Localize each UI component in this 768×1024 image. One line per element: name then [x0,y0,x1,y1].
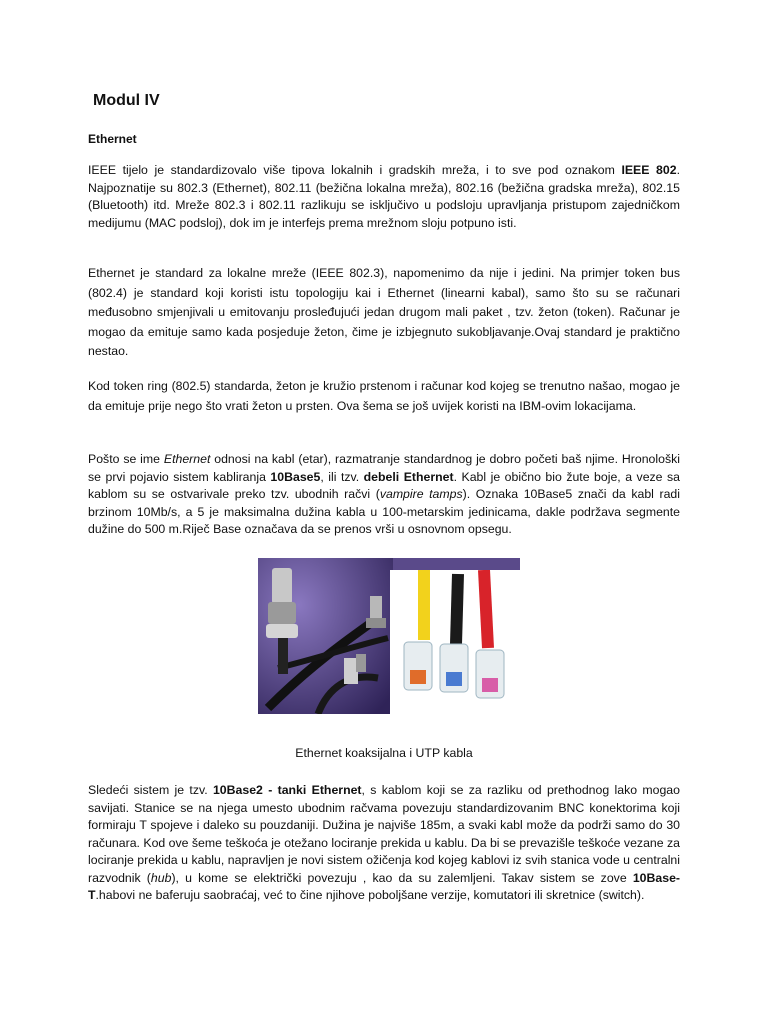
paragraph-token-ring: Kod token ring (802.5) standarda, žeton je kružio prstenom i računar kod kojeg se trenutno našao, mogao je da emituje prije nego što vrati žeton u prsten. Ova šema se još uvijek koristi na IBM-ovim lokacijama. [88,379,680,413]
text: , ili tzv. [320,469,364,484]
bold-text: debeli Ethernet [363,469,454,484]
bold-text: IEEE 802 [621,163,677,177]
utp-cable-image [390,570,520,714]
paragraph-ethernet-standard: Ethernet je standard za lokalne mreže (IEEE 802.3), napomenimo da nije i jedini. Na primjer token bus (802.4) je standard koji koristi istu topologiju kai i Ethernet (linearni kabal), samo što su se računari međusobno smjenjivali u emitovanju prosleđujući jedan drugom mali paket , tzv. žeton (token). Računar je mogao da emituje samo kada posjeduje žeton, čime je izbjegnuto sukobljavanje.Ovaj standard je praktično nestao. [88,266,680,358]
italic-text: vampire tamps [379,487,463,501]
paragraph-10base2 [88,782,680,905]
bold-text: 10Base2 - tanki Ethernet [212,783,362,797]
italic-text: hub [150,870,172,885]
paragraph-ieee [88,162,680,232]
italic-text: Ethernet [163,452,211,466]
text: Sledeći sistem je tzv. [88,783,213,797]
text: odnosi na kabl (etar), razmatranje standardnog je dobro početi baš njime. Hronološki se prvi pojavio sistem kabliranja [88,452,680,484]
paragraph-10base5 [88,451,680,539]
text: IEEE tijelo je standardizovalo više tipova lokalnih i gradskih mreža, i to sve pod oznakom [88,163,622,177]
text: , s kablom koji se za razliku od prethodnog lako mogao savijati. Stanice se na njega umesto ubodnim račvama povezuju standardizovanim BNC konektorima koji formiraju T spojeve i daleko su pouzdaniji. Dužina je najviše 185m, a svaki kabl može da podrži samo do 30 računara. Kod ove šeme teškoća je otežano lociranje prekida u kablu. Da bi se prevazišle teškoće vezane za lociranje prekida u kablu, napravljen je novi sistem ožičenja kod kojeg kablovi iz svih stanica vode u centralni razvodnik ( [88,783,680,885]
text: . Najpoznatije su 802.3 (Ethernet), 802.11 (bežična lokalna mreža), 802.16 (bežična gradska mreža), 802.15 (Bluetooth) itd. Mreže 802.3 i 802.11 razlikuju se isključivo u podsloju upravljanja pristupom zajedničkom medijumu (MAC podsloj), dok im je interfejs prema mrežnom sloju potpuno isti. [88,163,680,230]
figure-caption: Ethernet koaksijalna i UTP kabla [295,746,473,760]
text: ). Oznaka 10Base5 znači da kabl radi brzinom 10Mb/s, a 5 je maksimalna dužina kabla u 100-metarskim jedinicama, dakle podržava segmente dužine do 500 m.Riječ Base označava da se prenos vrši u osnovnom opsegu. [88,487,680,536]
page-title: Modul IV [93,92,160,109]
bold-text: 10Base-T [88,870,681,902]
text: Pošto se ime [88,452,164,466]
text: ), u kome se električki povezuju , kao da su zalemljeni. Takav sistem se zove [171,870,633,885]
text: . Kabl je obično bio žute boje, a veze sa kablom su se ostvarivale preko tzv. ubodnih račvi ( [88,469,681,501]
bold-text: 10Base5 [270,469,321,484]
section-heading: Ethernet [88,132,137,146]
text: .habovi ne baferuju saobraćaj, već to čine njihove poboljšane verzije, komutatori ili skretnice (switch). [95,888,645,902]
